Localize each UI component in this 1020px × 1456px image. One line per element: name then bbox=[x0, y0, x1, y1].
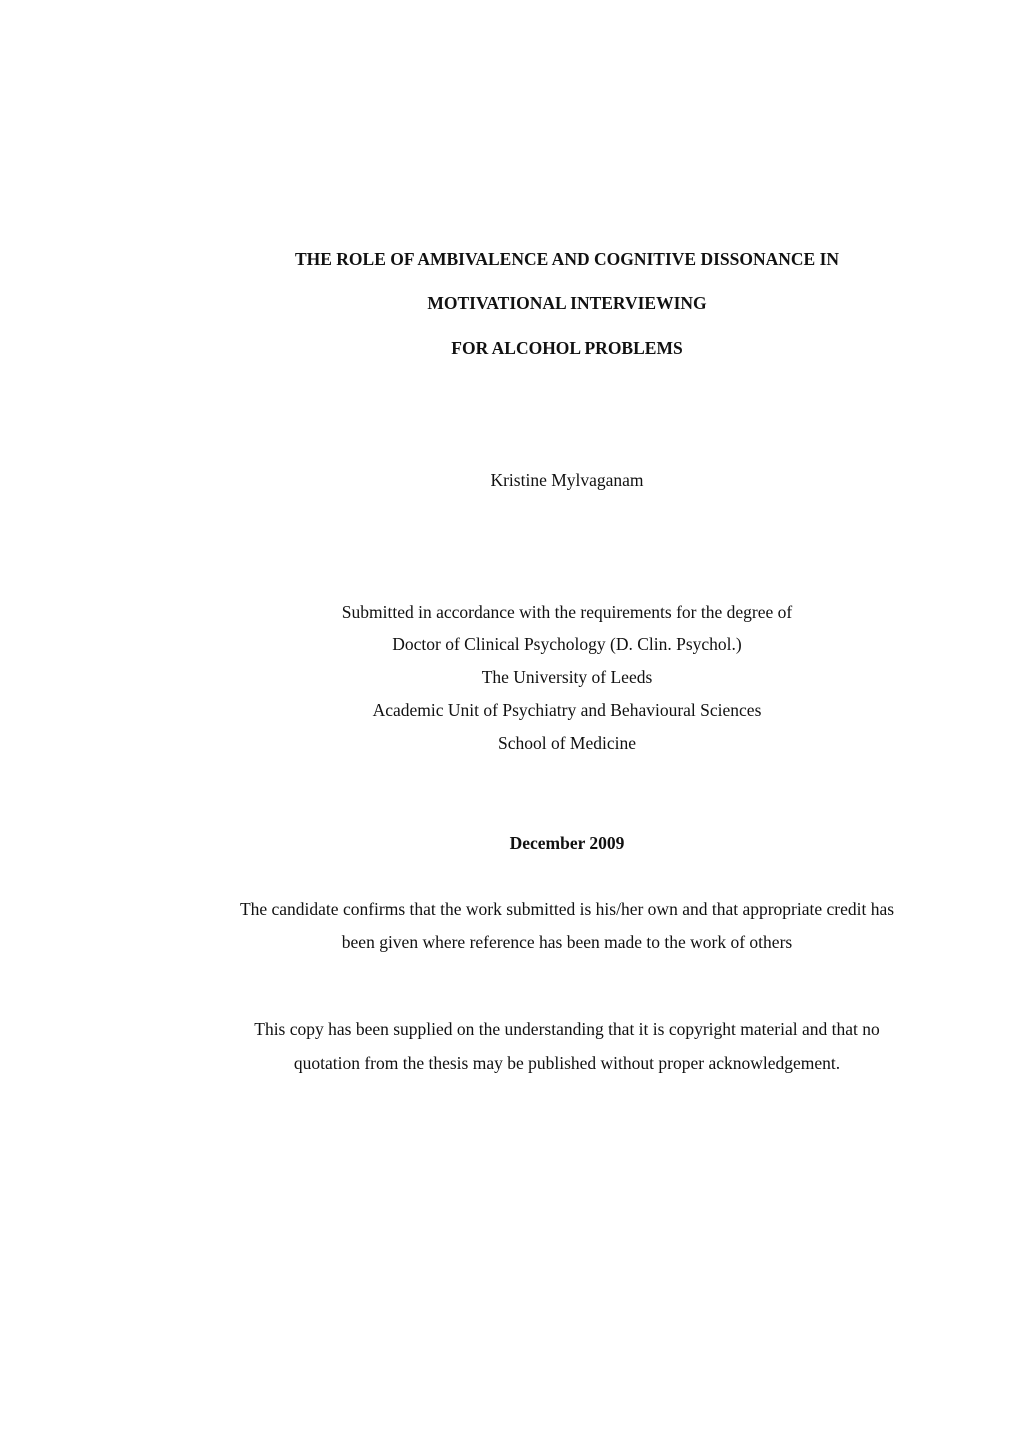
submission-line-1: Submitted in accordance with the requirements for the degree of bbox=[341, 602, 793, 622]
declaration-line-2: been given where reference has been made to the work of others bbox=[341, 932, 793, 952]
thesis-title-line-1: THE ROLE OF AMBIVALENCE AND COGNITIVE DISSONANCE IN bbox=[294, 249, 840, 269]
submission-line-3: The University of Leeds bbox=[481, 667, 653, 687]
thesis-title-line-3: FOR ALCOHOL PROBLEMS bbox=[451, 338, 683, 358]
submission-line-5: School of Medicine bbox=[497, 733, 637, 753]
author-name: Kristine Mylvaganam bbox=[490, 470, 644, 490]
copyright-line-1: This copy has been supplied on the understanding that it is copyright material and that no bbox=[254, 1019, 880, 1039]
submission-line-2: Doctor of Clinical Psychology (D. Clin. Psychol.) bbox=[392, 634, 742, 654]
copyright-line-2: quotation from the thesis may be published without proper acknowledgement. bbox=[293, 1053, 841, 1073]
submission-line-4: Academic Unit of Psychiatry and Behavioural Sciences bbox=[372, 700, 762, 720]
thesis-title-line-2: MOTIVATIONAL INTERVIEWING bbox=[427, 293, 707, 313]
declaration-line-1: The candidate confirms that the work submitted is his/her own and that appropriate credit has bbox=[239, 899, 895, 919]
submission-date: December 2009 bbox=[509, 833, 625, 853]
